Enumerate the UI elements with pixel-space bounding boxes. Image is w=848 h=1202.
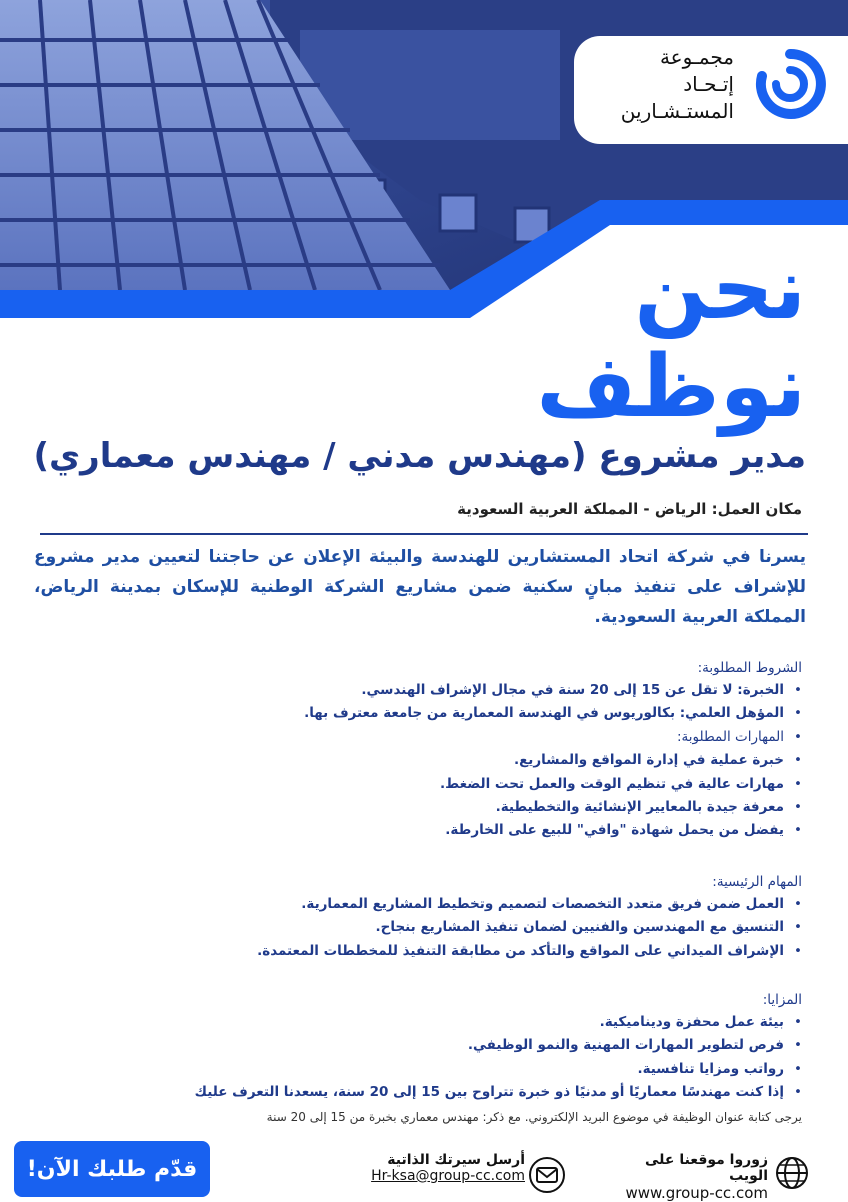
cv-email-link[interactable]: Hr-ksa@group-cc.com bbox=[371, 1168, 525, 1184]
benefits-section bbox=[42, 992, 802, 1105]
mail-icon bbox=[528, 1156, 566, 1194]
we-are-hiring-heading bbox=[406, 240, 806, 436]
list-item: • مهارات عالية في تنظيم الوقت والعمل تحت الضغط. bbox=[42, 773, 784, 796]
requirements-section bbox=[42, 660, 802, 843]
email-subject-note: يرجى كتابة عنوان الوظيفة في موضوع البريد الإلكتروني. مع ذكر: مهندس معماري بخبرة من 15 إلى 20 سنة bbox=[266, 1110, 802, 1124]
hiring-line-1: نحن bbox=[634, 239, 806, 339]
job-intro: يسرنا في شركة اتحاد المستشارين للهندسة والبيئة الإعلان عن حاجتنا لتعيين مدير مشروع للإشراف على تنفيذ مبانٍ سكنية ضمن مشاريع الشركة الوطنية للإسكان بمدينة الرياض، المملكة العربية السعودية. bbox=[34, 547, 806, 627]
list-item: • العمل ضمن فريق متعدد التخصصات لتصميم وتخطيط المشاريع المعمارية. bbox=[42, 893, 784, 916]
list-item: • خبرة عملية في إدارة المواقع والمشاريع. bbox=[42, 749, 784, 772]
list-item: • بيئة عمل محفزة وديناميكية. bbox=[42, 1011, 784, 1034]
website-label: زوروا موقعنا على الويب bbox=[645, 1152, 768, 1184]
logo-line-3: المستـشـارين bbox=[620, 99, 734, 123]
list-item: • رواتب ومزايا تنافسية. bbox=[42, 1058, 784, 1081]
hiring-line-2: نوظف bbox=[536, 337, 806, 437]
job-title: مدير مشروع (مهندس مدني / مهندس معماري) bbox=[33, 436, 806, 476]
logo-line-2: إتـحـاد bbox=[683, 72, 734, 96]
tasks-heading: المهام الرئيسية: bbox=[712, 874, 802, 890]
logo-line-1: مجمـوعة bbox=[659, 45, 734, 69]
tasks-section bbox=[42, 874, 802, 963]
cv-contact bbox=[355, 1152, 525, 1184]
list-item: • فرص لتطوير المهارات المهنية والنمو الوظيفي. bbox=[42, 1034, 784, 1057]
website-link[interactable]: www.group-cc.com bbox=[625, 1184, 768, 1202]
globe-icon bbox=[775, 1156, 809, 1190]
requirements-list bbox=[42, 679, 802, 843]
benefits-list bbox=[42, 1011, 802, 1105]
list-item: • معرفة جيدة بالمعايير الإنشائية والتخطيطية. bbox=[42, 796, 784, 819]
benefits-heading: المزايا: bbox=[762, 992, 802, 1008]
website-contact bbox=[608, 1152, 768, 1202]
company-logo-icon bbox=[752, 46, 828, 122]
list-item: • إذا كنت مهندسًا معماريًا أو مدنيًا ذو خبرة تتراوح بين 15 إلى 20 سنة، يسعدنا التعرف عليك bbox=[42, 1081, 784, 1104]
list-item: • الخبرة: لا تقل عن 15 إلى 20 سنة في مجال الإشراف الهندسي. bbox=[42, 679, 784, 702]
job-location: مكان العمل: الرياض - المملكة العربية السعودية bbox=[457, 500, 802, 518]
list-item: • التنسيق مع المهندسين والفنيين لضمان تنفيذ المشاريع بنجاح. bbox=[42, 916, 784, 939]
requirements-heading: الشروط المطلوبة: bbox=[697, 660, 802, 676]
cv-label: أرسل سيرتك الذاتية bbox=[387, 1152, 525, 1168]
list-item: • الإشراف الميداني على المواقع والتأكد من مطابقة التنفيذ للمخططات المعتمدة. bbox=[42, 940, 784, 963]
list-item: • يفضل من يحمل شهادة "وافي" للبيع على الخارطة. bbox=[42, 819, 784, 842]
apply-now-button[interactable]: قدّم طلبك الآن! bbox=[14, 1141, 210, 1197]
divider bbox=[40, 533, 808, 535]
tasks-list bbox=[42, 893, 802, 963]
skills-heading: • المهارات المطلوبة: bbox=[42, 726, 784, 749]
company-logo-text bbox=[596, 44, 734, 125]
list-item: • المؤهل العلمي: بكالوريوس في الهندسة المعمارية من جامعة معترف بها. bbox=[42, 702, 784, 725]
